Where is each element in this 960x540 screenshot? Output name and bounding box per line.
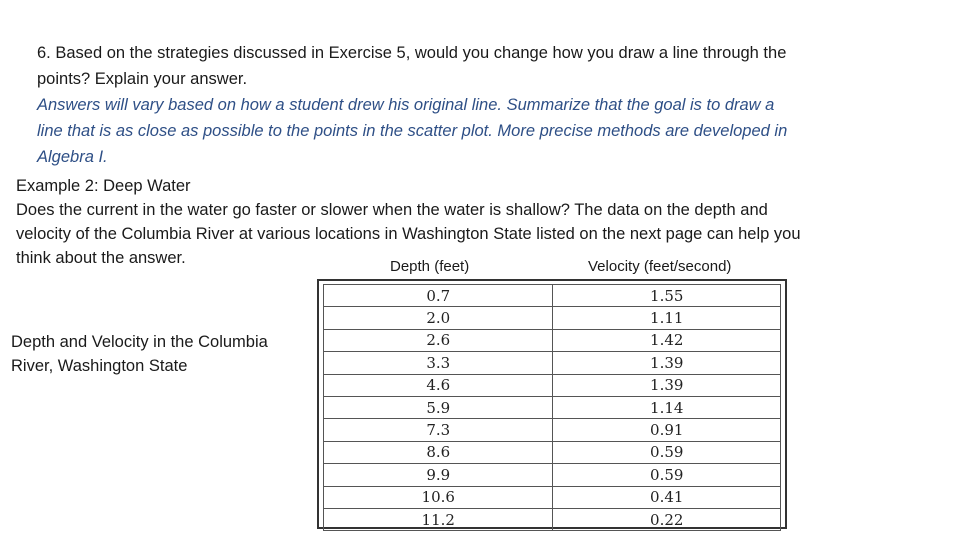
- table-row: [324, 486, 781, 508]
- velocity-cell: 1.39: [553, 374, 781, 396]
- example-text-line: Does the current in the water go faster or slower when the water is shallow? The data on the depth and: [16, 201, 768, 219]
- depth-cell: 3.3: [324, 352, 553, 374]
- table-row: [324, 464, 781, 486]
- depth-cell: 9.9: [324, 464, 553, 486]
- table-caption: Depth and Velocity in the Columbia River, Washington State: [11, 333, 268, 375]
- table-row: [324, 419, 781, 441]
- depth-cell: 4.6: [324, 374, 553, 396]
- velocity-cell: 0.59: [553, 441, 781, 463]
- table-row: [324, 508, 781, 530]
- depth-cell: 8.6: [324, 441, 553, 463]
- depth-cell: 5.9: [324, 396, 553, 418]
- velocity-cell: 1.42: [553, 329, 781, 351]
- answer-line: Algebra I.: [37, 148, 108, 166]
- velocity-cell: 0.41: [553, 486, 781, 508]
- table-row: [324, 285, 781, 307]
- velocity-cell: 0.22: [553, 508, 781, 530]
- depth-velocity-table: [323, 284, 781, 531]
- depth-column-header: Depth (feet): [390, 258, 470, 275]
- velocity-cell: 0.59: [553, 464, 781, 486]
- table-row: [324, 329, 781, 351]
- table-header: [318, 254, 786, 280]
- table-row: [324, 441, 781, 463]
- question-line: 6. Based on the strategies discussed in Exercise 5, would you change how you draw a line through the: [37, 44, 787, 62]
- velocity-cell: 1.11: [553, 307, 781, 329]
- exercise-6-block: [37, 40, 917, 170]
- depth-cell: 11.2: [324, 508, 553, 530]
- answer-line: Answers will vary based on how a student drew his original line. Summarize that the goal is to draw a: [37, 96, 775, 114]
- example-title: Example 2: Deep Water: [16, 177, 191, 195]
- question-line: points? Explain your answer.: [37, 70, 248, 88]
- depth-cell: 0.7: [324, 285, 553, 307]
- table-row: [324, 396, 781, 418]
- answer-line: line that is as close as possible to the points in the scatter plot. More precise methods are developed in: [37, 122, 788, 140]
- velocity-cell: 0.91: [553, 419, 781, 441]
- table-row: [324, 374, 781, 396]
- velocity-cell: 1.14: [553, 396, 781, 418]
- depth-cell: 2.6: [324, 329, 553, 351]
- velocity-column-header: Velocity (feet/second): [588, 258, 732, 275]
- table-row: [324, 307, 781, 329]
- depth-cell: 7.3: [324, 419, 553, 441]
- depth-cell: 10.6: [324, 486, 553, 508]
- data-table-frame: [317, 279, 787, 529]
- example-text-line: velocity of the Columbia River at various locations in Washington State listed on the next page can help you: [16, 225, 801, 243]
- velocity-cell: 1.39: [553, 352, 781, 374]
- example-text-line: think about the answer.: [16, 249, 186, 267]
- table-row: [324, 352, 781, 374]
- velocity-cell: 1.55: [553, 285, 781, 307]
- depth-cell: 2.0: [324, 307, 553, 329]
